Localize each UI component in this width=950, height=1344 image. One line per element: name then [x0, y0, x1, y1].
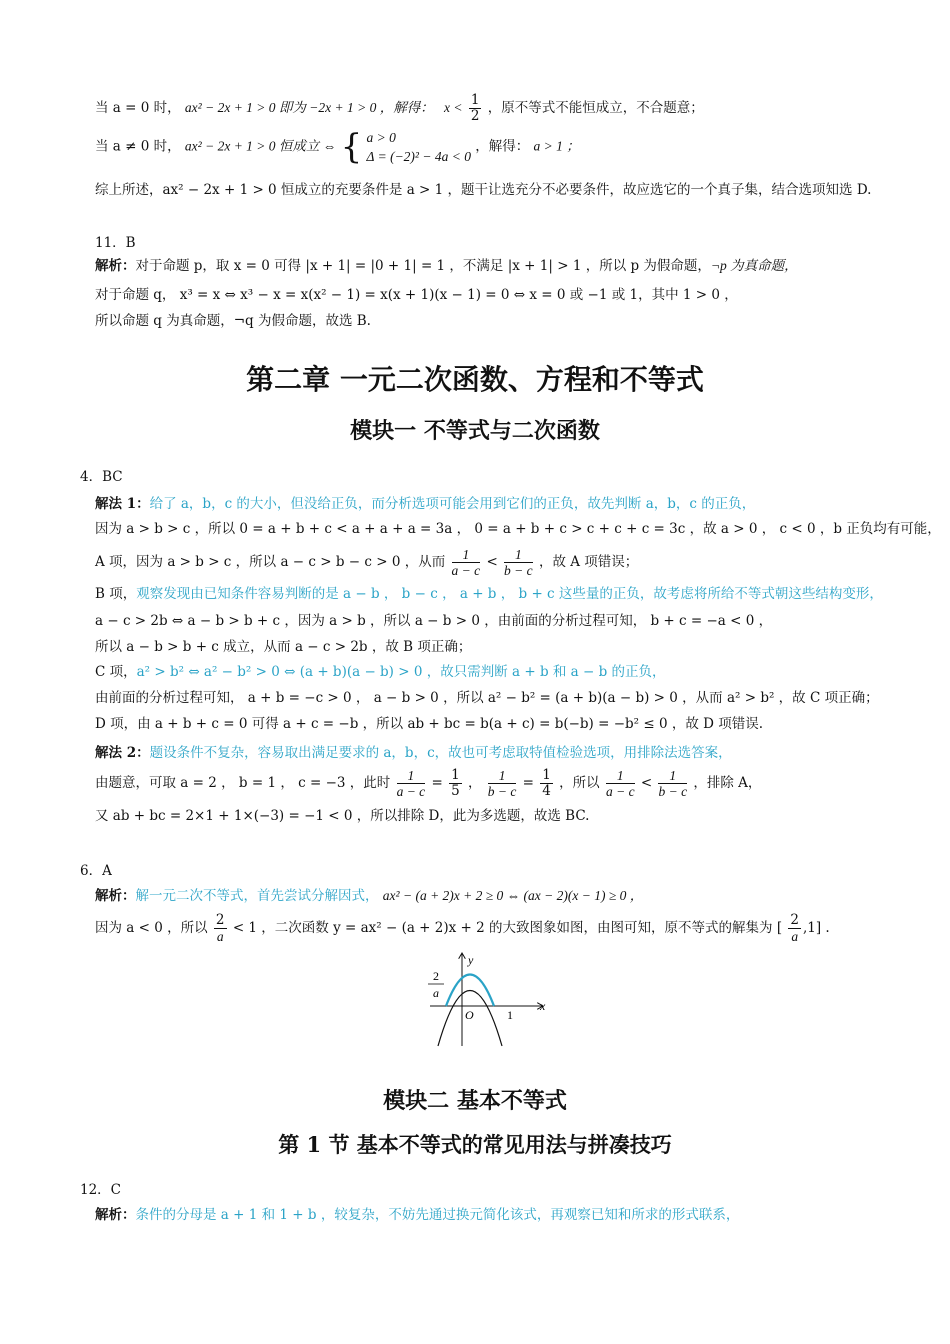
origin-label: O	[465, 1008, 474, 1022]
sec4-line2: 因为 a > b > c ，所以 0 = a + b + c < a + a + a = 3a ， 0 = a + b + c > c + c + c = 3c ，故 a > 0 ， c < 0 ，b 正负均有可能，	[95, 521, 941, 537]
sec6-heading: 6．A	[80, 863, 112, 879]
sec11-line2: 对于命题 q， x³ = x ⇔ x³ − x = x(x² − 1) = x(x + 1)(x − 1) = 0 ⇔ x = 0 或 −1 或 1，其中 1 > 0 ，	[95, 287, 738, 303]
root-frac-den: a	[433, 986, 439, 1000]
left-brace: {	[340, 127, 363, 167]
sec4-method1: 解法 1：给了 a，b，c 的大小，但没给正负，而分析选项可能会用到它们的正负，故先判断 a，b，c 的正负，	[95, 496, 756, 512]
sec6-line1: 解析：解一元二次不等式，首先尝试分解因式， ax² − (a + 2)x + 2 ≥ 0 ⇔ (ax − 2)(x − 1) ≥ 0 ，	[95, 888, 644, 904]
sec4-line3: A 项，因为 a > b > c ，所以 a − c > b − c > 0 ，从而 $\frac{1}{a - c}$ < $\frac{1}{b - c}$ ，故 A 项错误；	[95, 547, 639, 578]
sec6-line2: 因为 a < 0 ，所以 $\frac{2}{a}$ < 1 ，二次函数 y = ax² − (a + 2)x + 2 的大致图象如图，由图可知，原不等式的解集为 [ $\frac{2}{a}$ ,1] .	[95, 912, 830, 944]
sec4-line12: 又 ab + bc = 2×1 + 1×(−3) = −1 < 0 ，所以排除 D，此为多选题，故选 BC.	[95, 808, 590, 824]
sec4-method2: 解法 2：题设条件不复杂，容易取出满足要求的 a，b，c，故也可考虑取特值检验选项，用排除法选答案，	[95, 745, 732, 761]
sec4-line6: 所以 a − b > b + c 成立，从而 a − c > 2b ，故 B 项正确；	[95, 639, 472, 655]
sec11-line1: 解析：对于命题 p，取 x = 0 可得 |x + 1| = |0 + 1| = 1 ，不满足 |x + 1| > 1 ，所以 p 为假命题，¬p 为真命题，	[95, 258, 798, 274]
sec11-line3: 所以命题 q 为真命题，¬q 为假命题，故选 B.	[95, 313, 371, 329]
sec11-heading: 11．B	[95, 235, 136, 251]
root-label: 1	[507, 1008, 513, 1022]
sec4-line9: D 项，由 a + b + c = 0 可得 a + c = −b ，所以 ab + bc = b(a + c) = b(−b) = −b² ≤ 0 ，故 D 项错误.	[95, 716, 764, 732]
x-axis-label: x	[540, 999, 546, 1013]
sec12-line1: 解析：条件的分母是 a + 1 和 1 + b ，较复杂，不妨先通过换元简化该式，再观察已知和所求的形式联系，	[95, 1207, 740, 1223]
sec4-line8: 由前面的分析过程可知， a + b = −c > 0 ， a − b > 0 ，所以 a² − b² = (a + b)(a − b) > 0 ，从而 a² > b² ，故 C 项正确；	[95, 690, 879, 706]
sec10-line1: 当 a = 0 时， ax² − 2x + 1 > 0 即为 −2x + 1 > 0 ，解得： x < $\frac{1}{2}$ ，原不等式不能恒成立，不合题意；	[95, 92, 704, 124]
module-title-2: 模块二 基本不等式	[383, 1088, 567, 1114]
chapter-title: 第二章 一元二次函数、方程和不等式	[246, 363, 704, 396]
inequality-system: a > 0 Δ = (−2)² − 4a < 0	[366, 130, 471, 164]
fraction: $\frac{1}{2}$	[470, 92, 480, 124]
sec10-line2: 当 a ≠ 0 时， ax² − 2x + 1 > 0 恒成立 ⇔ { a > 0 Δ = (−2)² − 4a < 0 ，解得： a > 1 ；	[95, 127, 580, 167]
module-title: 模块一 不等式与二次函数	[350, 418, 600, 444]
sec4-line11: 由题意，可取 a = 2 ， b = 1 ， c = −3 ，此时 $\frac{1}{a - c}$ = $\frac{1}{5}$ ， $\frac{1}{b - c}$ = $\frac{1}{4}$ ，所以 $\frac{1}{a - c}$ < $\frac{1}{b - c}$ ，排除 A，	[95, 767, 762, 799]
parabola-graph	[420, 950, 555, 1050]
sec12-heading: 12．C	[80, 1182, 122, 1198]
section-title: 第 1 节 基本不等式的常见用法与拼凑技巧	[278, 1132, 672, 1157]
sec4-line7: C 项，a² > b² ⇔ a² − b² > 0 ⇔ (a + b)(a − b) > 0 ，故只需判断 a + b 和 a − b 的正负，	[95, 664, 666, 680]
root-frac-num: 2	[433, 969, 439, 983]
y-axis-label: y	[468, 953, 474, 967]
sec4-line5: a − c > 2b ⇔ a − b > b + c ，因为 a > b ，所以 a − b > 0 ，由前面的分析过程可知， b + c = −a < 0 ，	[95, 613, 773, 629]
sec4-line4: B 项，观察发现由已知条件容易判断的是 a − b ， b − c ， a + b ， b + c 这些量的正负，故考虑将所给不等式朝这些结构变形，	[95, 586, 883, 602]
sec10-line3: 综上所述，ax² − 2x + 1 > 0 恒成立的充要条件是 a > 1 ，题干让选充分不必要条件，故应选它的一个真子集，结合选项知选 D.	[95, 182, 872, 198]
sec4-heading: 4．BC	[80, 469, 123, 485]
